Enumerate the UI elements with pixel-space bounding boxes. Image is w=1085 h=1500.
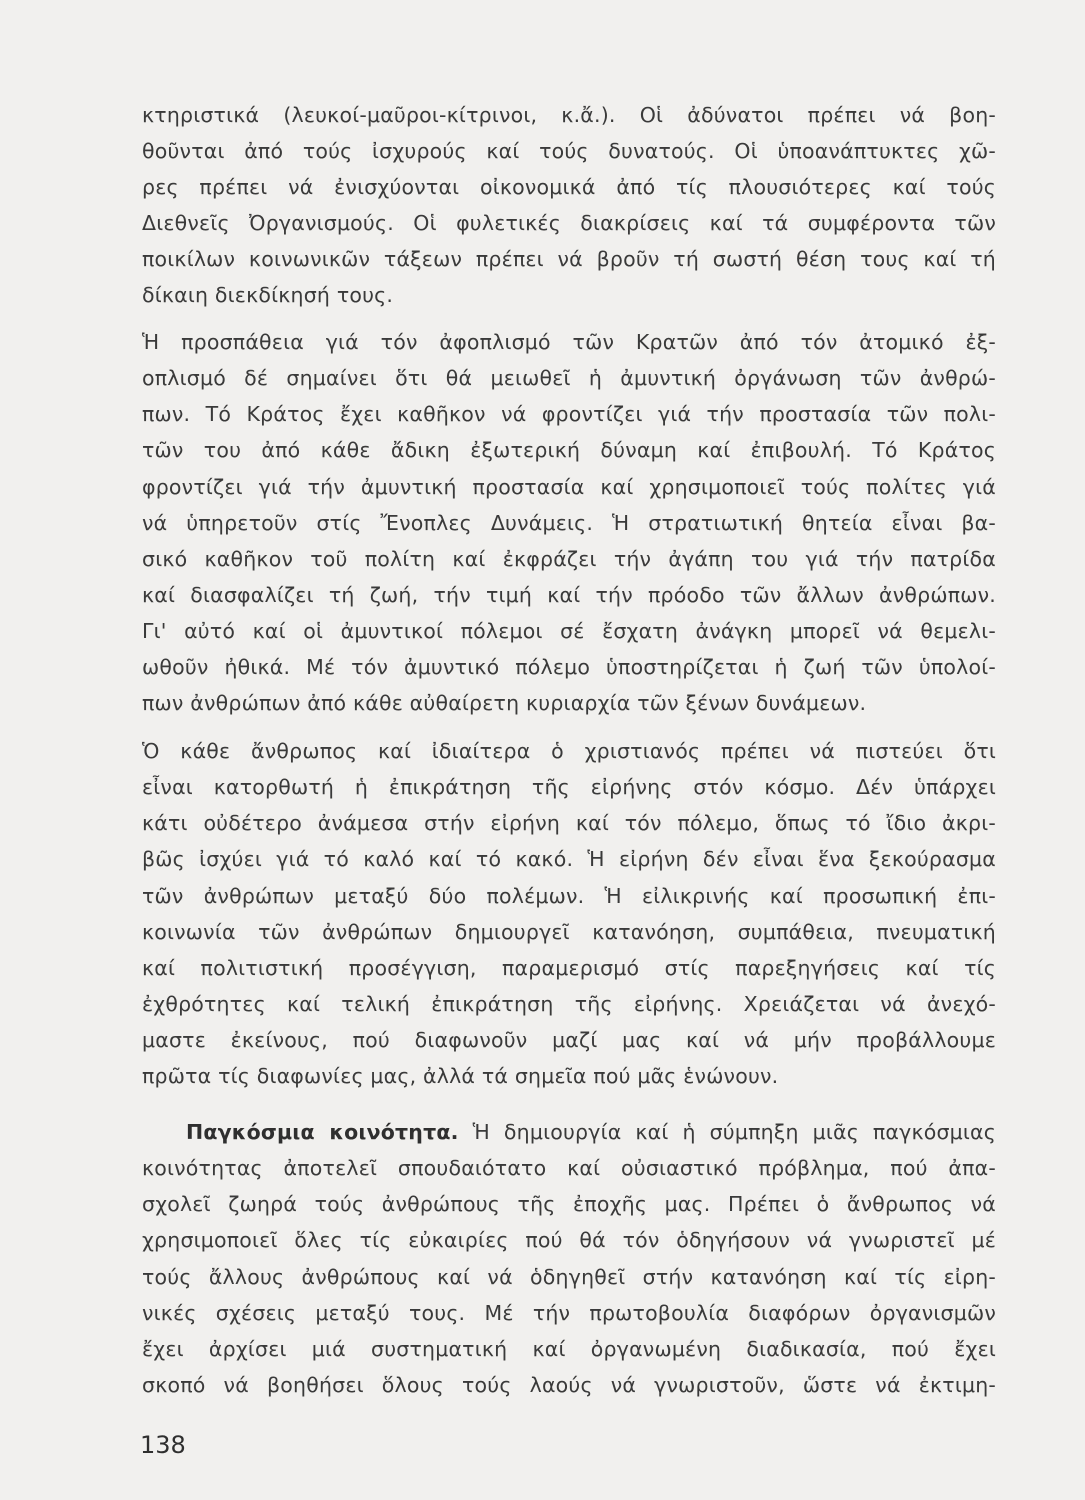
page-number: 138 <box>140 1431 186 1459</box>
text-line: πρῶτα τίς διαφωνίες μας, ἀλλά τά σημεῖα πού μᾶς ἑνώνουν. <box>142 1064 779 1088</box>
text-line: Γι' αὐτό καί οἱ ἀμυντικοί πόλεμοι σέ ἔσχατη ἀνάγκη μπορεῖ νά θεμελι- <box>142 619 996 643</box>
text-line: βῶς ἰσχύει γιά τό καλό καί τό κακό. Ἡ εἰρήνη δέν εἶναι ἕνα ξεκούρασμα <box>142 847 996 871</box>
text-line: ρες πρέπει νά ἐνισχύονται οἰκονομικά ἀπό τίς πλουσιότερες καί τούς <box>142 175 996 199</box>
text-line: μαστε ἐκείνους, πού διαφωνοῦν μαζί μας καί νά μήν προβάλλουμε <box>142 1028 996 1052</box>
text-line: φροντίζει γιά τήν ἀμυντική προστασία καί χρησιμοποιεῖ τούς πολίτες γιά <box>142 475 996 499</box>
text-line: χρησιμοποιεῖ ὅλες τίς εὐκαιρίες πού θά τόν ὁδηγήσουν νά γνωριστεῖ μέ <box>142 1228 996 1252</box>
text-line: κάτι οὐδέτερο ἀνάμεσα στήν εἰρήνη καί τόν πόλεμο, ὅπως τό ἴδιο ἀκρι- <box>142 811 996 835</box>
text-line: πων ἀνθρώπων ἀπό κάθε αὐθαίρετη κυριαρχία τῶν ξένων δυνάμεων. <box>142 691 867 715</box>
text-line: Διεθνεῖς Ὀργανισμούς. Οἱ φυλετικές διακρίσεις καί τά συμφέροντα τῶν <box>142 211 996 235</box>
text-line-rest: Ἡ δημιουργία καί ἡ σύμπηξη μιᾶς παγκόσμιας <box>458 1120 996 1144</box>
text-line: τῶν ἀνθρώπων μεταξύ δύο πολέμων. Ἡ εἰλικρινής καί προσωπική ἐπι- <box>142 884 996 908</box>
text-line: σικό καθῆκον τοῦ πολίτη καί ἐκφράζει τήν ἀγάπη του γιά τήν πατρίδα <box>142 547 996 571</box>
text-line: θοῦνται ἀπό τούς ἰσχυρούς καί τούς δυνατούς. Οἱ ὑποανάπτυκτες χῶ- <box>142 139 996 163</box>
text-line: νικές σχέσεις μεταξύ τους. Μέ τήν πρωτοβουλία διαφόρων ὀργανισμῶν <box>142 1301 996 1325</box>
text-line: ωθοῦν ἠθικά. Μέ τόν ἀμυντικό πόλεμο ὑποστηρίζεται ἡ ζωή τῶν ὑπολοί- <box>142 655 996 679</box>
text-line: νά ὑπηρετοῦν στίς Ἔνοπλες Δυνάμεις. Ἡ στρατιωτική θητεία εἶναι βα- <box>142 511 996 535</box>
text-line <box>142 1117 996 1147</box>
text-line: πων. Τό Κράτος ἔχει καθῆκον νά φροντίζει γιά τήν προστασία τῶν πολι- <box>142 402 996 426</box>
text-line: Ἡ προσπάθεια γιά τόν ἀφοπλισμό τῶν Κρατῶν ἀπό τόν ἀτομικό ἐξ- <box>142 330 996 354</box>
text-line: εἶναι κατορθωτή ἡ ἐπικράτηση τῆς εἰρήνης στόν κόσμο. Δέν ὑπάρχει <box>142 775 996 799</box>
text-line: δίκαιη διεκδίκησή τους. <box>142 283 394 307</box>
text-line: καί πολιτιστική προσέγγιση, παραμερισμό στίς παρεξηγήσεις καί τίς <box>142 956 996 980</box>
text-line: τῶν του ἀπό κάθε ἄδικη ἐξωτερική δύναμη καί ἐπιβουλή. Τό Κράτος <box>142 438 996 462</box>
text-line: καί διασφαλίζει τή ζωή, τήν τιμή καί τήν πρόοδο τῶν ἄλλων ἀνθρώπων. <box>142 583 996 607</box>
text-line: σκοπό νά βοηθήσει ὅλους τούς λαούς νά γνωριστοῦν, ὥστε νά ἐκτιμη- <box>142 1373 996 1397</box>
text-line: κτηριστικά (λευκοί-μαῦροι-κίτρινοι, κ.ἄ.). Οἱ ἀδύνατοι πρέπει νά βοη- <box>142 103 996 127</box>
text-line: τούς ἄλλους ἀνθρώπους καί νά ὁδηγηθεῖ στήν κατανόηση καί τίς εἰρη- <box>142 1265 996 1289</box>
text-line: σχολεῖ ζωηρά τούς ἀνθρώπους τῆς ἐποχῆς μας. Πρέπει ὁ ἄνθρωπος νά <box>142 1192 996 1216</box>
text-line: Ὁ κάθε ἄνθρωπος καί ἰδιαίτερα ὁ χριστιανός πρέπει νά πιστεύει ὅτι <box>142 739 996 763</box>
text-line: κοινωνία τῶν ἀνθρώπων δημιουργεῖ κατανόηση, συμπάθεια, πνευματική <box>142 920 996 944</box>
text-line: κοινότητας ἀποτελεῖ σπουδαιότατο καί οὐσιαστικό πρόβλημα, πού ἀπα- <box>142 1156 996 1180</box>
text-line: ἔχει ἀρχίσει μιά συστηματική καί ὀργανωμένη διαδικασία, πού ἔχει <box>142 1337 996 1361</box>
text-line: ποικίλων κοινωνικῶν τάξεων πρέπει νά βροῦν τή σωστή θέση τους καί τή <box>142 247 996 271</box>
section-heading: Παγκόσμια κοινότητα. <box>186 1120 459 1144</box>
text-line: οπλισμό δέ σημαίνει ὅτι θά μειωθεῖ ἡ ἀμυντική ὀργάνωση τῶν ἀνθρώ- <box>142 366 996 390</box>
text-line: ἐχθρότητες καί τελική ἐπικράτηση τῆς εἰρήνης. Χρειάζεται νά ἀνεχό- <box>142 992 996 1016</box>
